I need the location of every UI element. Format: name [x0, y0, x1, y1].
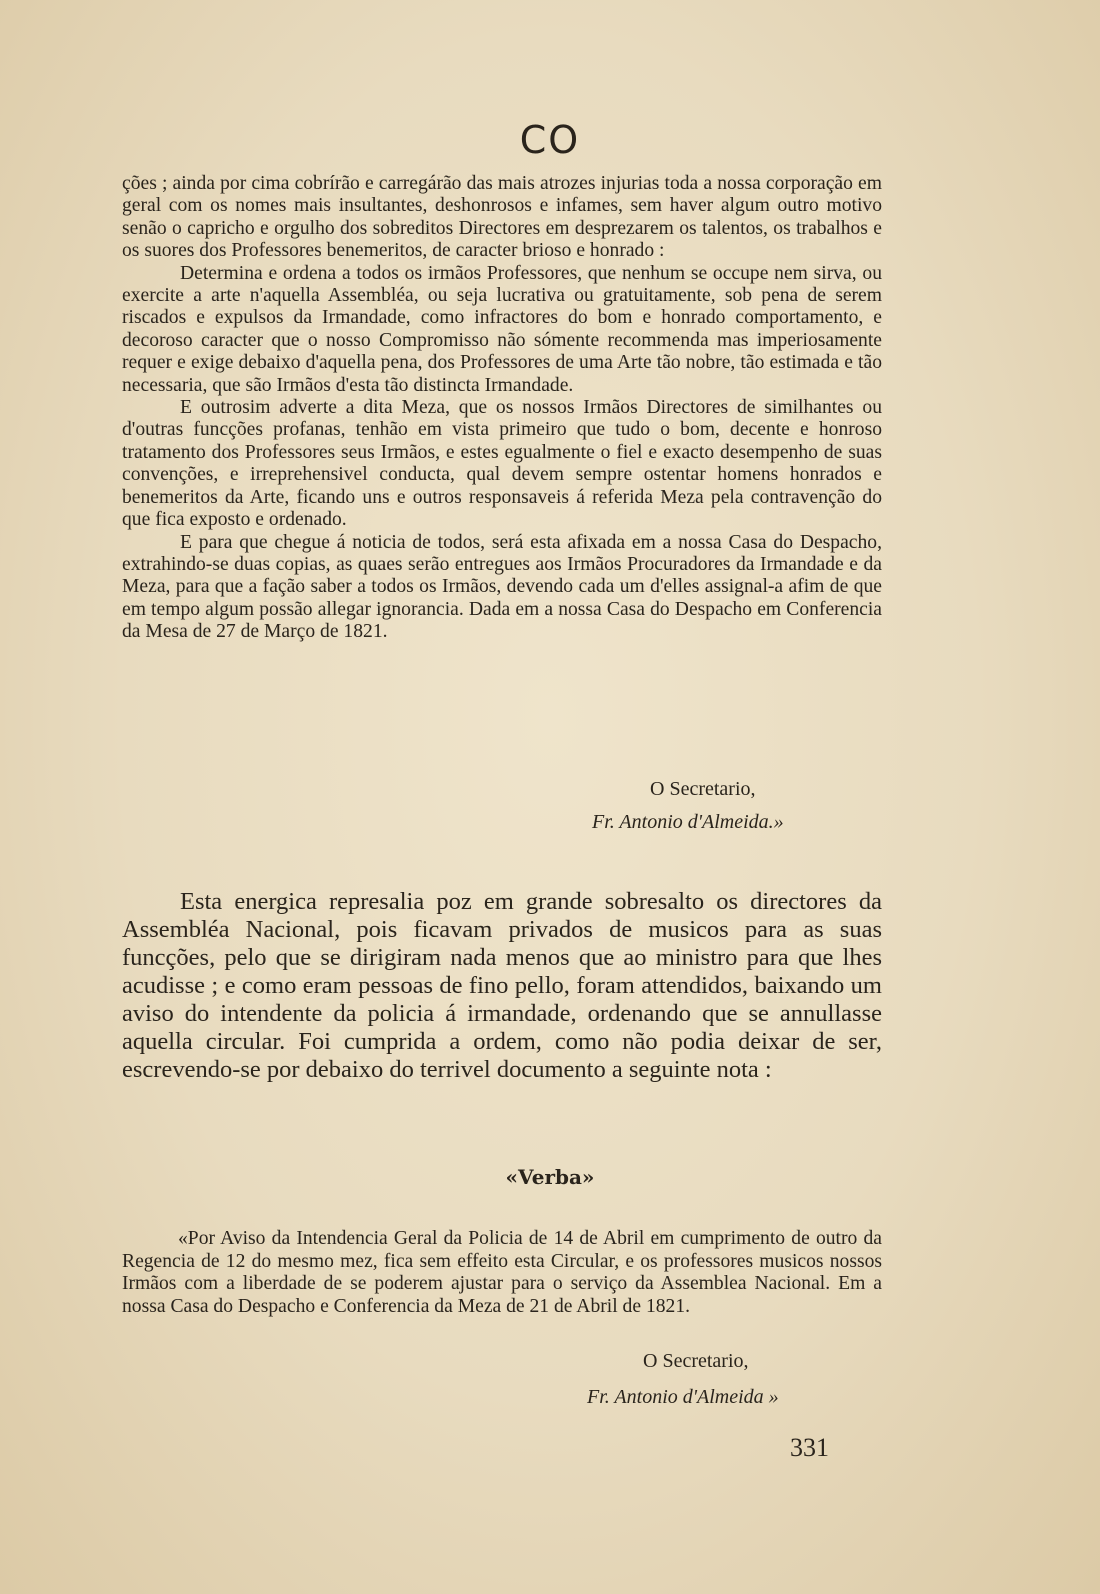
note-text [122, 1228, 882, 1318]
narrative-text [122, 888, 882, 1084]
page-number: 331 [790, 1433, 829, 1462]
note-paragraph-1: «Por Aviso da Intendencia Geral da Policia de 14 de Abril em cumprimento de outro da Regencia de 12 do mesmo mez, fica sem effeito esta Circular, e os professores musicos nossos Irmãos com a liberdade de se poderem ajustar para o serviço da Assemblea Nacional. Em a nossa Casa do Despacho e Conferencia da Meza de 21 de Abril de 1821. [122, 1228, 882, 1317]
letter-signature-name: Fr. Antonio d'Almeida.» [592, 811, 784, 833]
letter-paragraph-1: ções ; ainda por cima cobrírão e carregárão das mais atrozes injurias toda a nossa corporação em geral com os nomes mais insultantes, deshonrosos e infames, sem haver algum outro motivo senão o capricho e orgulho dos sobreditos Directores em desprezarem os talentos, os trabalhos e os suores dos Professores benemeritos, de caracter brioso e honrado : [122, 173, 882, 262]
note-signature-role: O Secretario, [643, 1350, 749, 1372]
narrative-paragraph-1: Esta energica represalia poz em grande sobresalto os directores da Assembléa Nacional, pois ficavam privados de musicos para as suas funcções, pelo que se dirigiram nada menos que ao ministro para que lhes acudisse ; e como eram pessoas de fino pello, foram attendidos, baixando um aviso do intendente da policia á irmandade, ordenando que se annullasse aquella circular. Foi cumprida a ordem, como não podia deixar de ser, escrevendo-se por debaixo do terrivel documento a seguinte nota : [122, 888, 882, 1083]
note-signature-name: Fr. Antonio d'Almeida » [587, 1386, 779, 1408]
letter-paragraph-4: E para que chegue á noticia de todos, será esta afixada em a nossa Casa do Despacho, extrahindo-se duas copias, as quaes serão entregues aos Irmãos Procuradores da Irmandade e da Meza, para que a fação saber a todos os Irmãos, devendo cada um d'elles assignal-a afim de que em tempo algum possão allegar ignorancia. Dada em a nossa Casa do Despacho em Conferencia da Mesa de 27 de Março de 1821. [122, 531, 882, 643]
letter-signature-role: O Secretario, [650, 778, 756, 800]
letter-paragraph-2: Determina e ordena a todos os irmãos Professores, que nenhum se occupe nem sirva, ou exercite a arte n'aquella Assembléa, ou seja lucrativa ou gratuitamente, sob pena de serem riscados e expulsos da Irmandade, como infractores do bom e honrado comportamento, e decoroso caracter que o nosso Compromisso não sómente recommenda mas imperiosamente requer e exige debaixo d'aquella pena, dos Professores de uma Arte tão nobre, tão estimada e tão necessaria, que são Irmãos d'esta tão distincta Irmandade. [122, 262, 882, 396]
page-header-mark: CO [519, 118, 581, 162]
letter-text [122, 173, 882, 644]
letter-paragraph-3: E outrosim adverte a dita Meza, que os nossos Irmãos Directores de similhantes ou d'outras funcções profanas, tenhão em vista primeiro que tudo o bom, decente e honroso tratamento dos Professores seus Irmãos, e estes egualmente o fiel e exacto desempenho de suas convenções, e irreprehensivel conducta, qual devem sempre ostentar homens honrados e benemeritos da Arte, ficando uns e outros responsaveis á referida Meza pela contravenção do que fica exposto e ordenado. [122, 397, 882, 531]
verba-heading: «Verba» [505, 1165, 595, 1189]
